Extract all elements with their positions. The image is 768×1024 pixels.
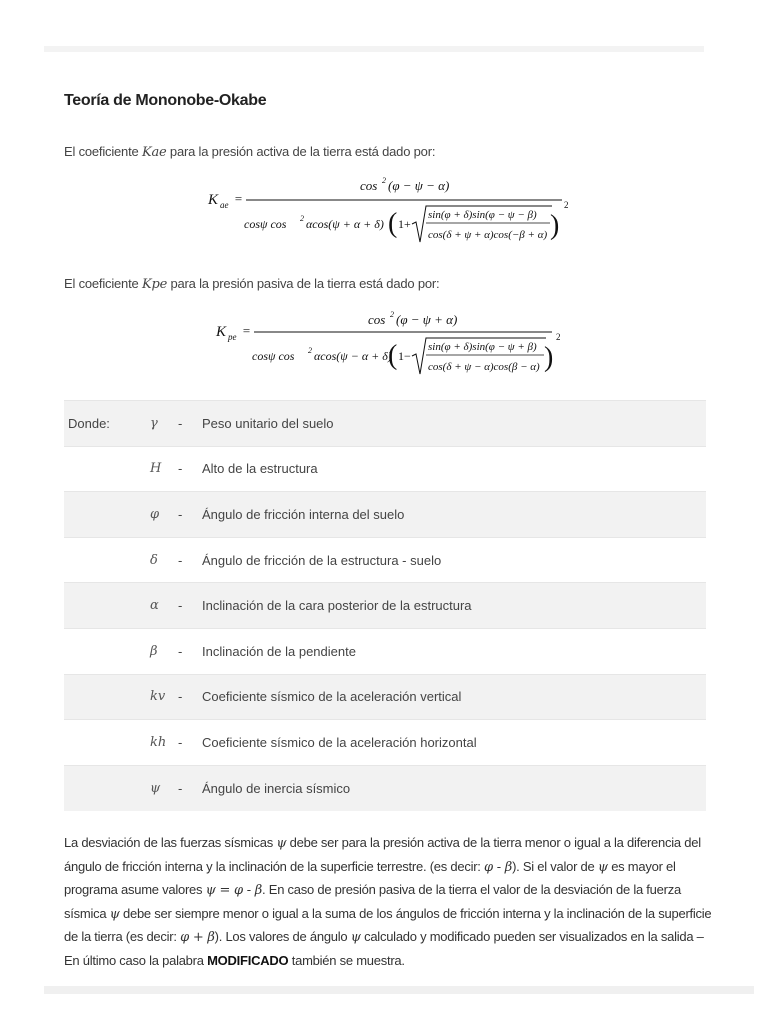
definition-row: [64, 446, 706, 492]
para-text: debe ser para la presión activa de la tierra menor o igual a la diferencia del ángulo de fricción interna y la inclinación de la superficie terrestre. (es decir:: [64, 835, 701, 874]
definition-label: [64, 537, 150, 583]
passive-intro: [64, 276, 439, 292]
definition-row: [64, 674, 706, 720]
svg-text:cos: cos: [368, 312, 386, 327]
svg-text:(φ − ψ − α): (φ − ψ − α): [388, 178, 450, 193]
definition-row: [64, 765, 706, 811]
svg-text:2: 2: [382, 176, 386, 185]
definition-text: Coeficiente sísmico de la aceleración vertical: [202, 674, 706, 720]
svg-text:cos(δ + ψ − α)cos(β − α): cos(δ + ψ − α)cos(β − α): [428, 361, 540, 373]
definition-symbol: kh: [150, 720, 178, 766]
svg-text:2: 2: [308, 346, 312, 355]
definition-label: [64, 720, 150, 766]
svg-text:2: 2: [564, 200, 569, 210]
definition-row: [64, 583, 706, 629]
definition-symbol: H: [150, 446, 178, 492]
definition-label: [64, 583, 150, 629]
para-text: ). Los valores de ángulo: [214, 929, 351, 944]
para-symbol: ψ: [276, 836, 287, 851]
para-symbol: φ - β: [484, 859, 513, 875]
para-symbol: ψ: [109, 906, 120, 922]
definition-text: Ángulo de inercia sísmico: [202, 765, 706, 811]
para-symbol: ψ = φ - β: [205, 883, 263, 898]
top-divider: [44, 46, 704, 52]
definition-text: Ángulo de fricción interna del suelo: [202, 492, 706, 538]
bottom-divider: [44, 986, 754, 994]
explanation-paragraph: [64, 832, 714, 972]
svg-text:2: 2: [556, 332, 561, 342]
passive-intro-post: para la presión pasiva de la tierra está dado por:: [167, 276, 440, 291]
definition-row: [64, 628, 706, 674]
svg-text:1−: 1−: [398, 349, 411, 363]
para-text: calculado y modificado pueden ser visualizados en la salida – En último caso la palabra: [64, 929, 704, 968]
para-symbol: ψ: [350, 930, 361, 945]
page-title: Teoría de Mononobe-Okabe: [64, 92, 267, 109]
svg-text:cosψ cos: cosψ cos: [252, 349, 295, 363]
kae-formula: [200, 172, 580, 252]
svg-text:sin(φ + δ)sin(φ − ψ − β): sin(φ + δ)sin(φ − ψ − β): [428, 209, 537, 221]
svg-text:=: =: [242, 323, 251, 338]
svg-text:1+: 1+: [398, 217, 411, 231]
definition-row: [64, 537, 706, 583]
svg-text:): ): [550, 210, 560, 241]
definitions-table: [64, 400, 706, 811]
svg-text:sin(φ + δ)sin(φ − ψ + β): sin(φ + δ)sin(φ − ψ + β): [428, 341, 537, 353]
para-text: debe ser siempre menor o igual a la suma de los ángulos de fricción interna y la inclinación de la superficie de la tierra (es decir:: [64, 905, 712, 944]
definition-text: Ángulo de fricción de la estructura - suelo: [202, 537, 706, 583]
definition-label: [64, 446, 150, 492]
definition-label: Donde:: [64, 401, 150, 447]
definition-symbol: φ: [150, 492, 178, 538]
svg-text:cosψ cos: cosψ cos: [244, 217, 287, 231]
svg-text:ae: ae: [220, 200, 229, 210]
active-intro-pre: El coeficiente: [64, 144, 142, 159]
definition-dash: -: [178, 492, 202, 538]
definition-dash: -: [178, 401, 202, 447]
para-text: La desviación de las fuerzas sísmicas: [64, 835, 277, 850]
svg-text:αcos(ψ − α + δ): αcos(ψ − α + δ): [314, 349, 392, 363]
definition-dash: -: [178, 720, 202, 766]
definition-dash: -: [178, 446, 202, 492]
svg-text:(: (: [388, 208, 398, 239]
kpe-formula: [200, 306, 580, 386]
svg-text:(φ − ψ + α): (φ − ψ + α): [396, 312, 458, 327]
svg-text:(: (: [388, 340, 398, 371]
definition-symbol: β: [150, 628, 178, 674]
para-symbol: ψ: [597, 859, 608, 875]
definition-symbol: ψ: [150, 765, 178, 811]
para-text: ). Si el valor de: [512, 858, 598, 874]
definition-text: Coeficiente sísmico de la aceleración horizontal: [202, 720, 706, 766]
passive-intro-symbol: Kpe: [141, 277, 168, 292]
svg-text:pe: pe: [228, 332, 237, 342]
svg-text:cos(δ + ψ + α)cos(−β + α): cos(δ + ψ + α)cos(−β + α): [428, 229, 548, 241]
definition-label: [64, 628, 150, 674]
svg-text:K: K: [216, 324, 227, 340]
definition-label: [64, 492, 150, 538]
definition-text: Peso unitario del suelo: [202, 401, 706, 447]
definition-symbol: γ: [150, 401, 178, 447]
definition-label: [64, 674, 150, 720]
svg-text:2: 2: [300, 214, 304, 223]
definition-text: Inclinación de la pendiente: [202, 628, 706, 674]
definition-dash: -: [178, 583, 202, 629]
para-bold-keyword: MODIFICADO: [207, 952, 289, 968]
active-intro: [64, 144, 435, 160]
para-text: . En caso de presión pasiva de la tierra el valor de la desviación de la fuerza sísmica: [64, 882, 681, 921]
definition-row: [64, 492, 706, 538]
definition-symbol: δ: [150, 537, 178, 583]
definition-text: Inclinación de la cara posterior de la estructura: [202, 583, 706, 629]
svg-text:cos: cos: [360, 178, 378, 193]
active-intro-post: para la presión activa de la tierra está dado por:: [166, 144, 436, 159]
definition-dash: -: [178, 765, 202, 811]
definition-dash: -: [178, 674, 202, 720]
passive-intro-pre: El coeficiente: [64, 276, 142, 291]
definition-row: [64, 401, 706, 447]
definition-text: Alto de la estructura: [202, 446, 706, 492]
para-text: es mayor el programa asume valores: [64, 858, 676, 897]
svg-text:αcos(ψ + α + δ): αcos(ψ + α + δ): [306, 217, 384, 231]
definition-dash: -: [178, 537, 202, 583]
definition-symbol: α: [150, 583, 178, 629]
svg-text:=: =: [234, 191, 243, 206]
para-symbol: φ + β: [180, 930, 215, 945]
definition-symbol: kv: [150, 674, 178, 720]
definition-label: [64, 765, 150, 811]
para-text: también se muestra.: [288, 952, 405, 968]
active-intro-symbol: Kae: [141, 145, 167, 160]
svg-text:): ): [544, 342, 554, 373]
definition-row: [64, 720, 706, 766]
definition-dash: -: [178, 628, 202, 674]
svg-text:2: 2: [390, 310, 394, 319]
svg-text:K: K: [208, 192, 219, 208]
